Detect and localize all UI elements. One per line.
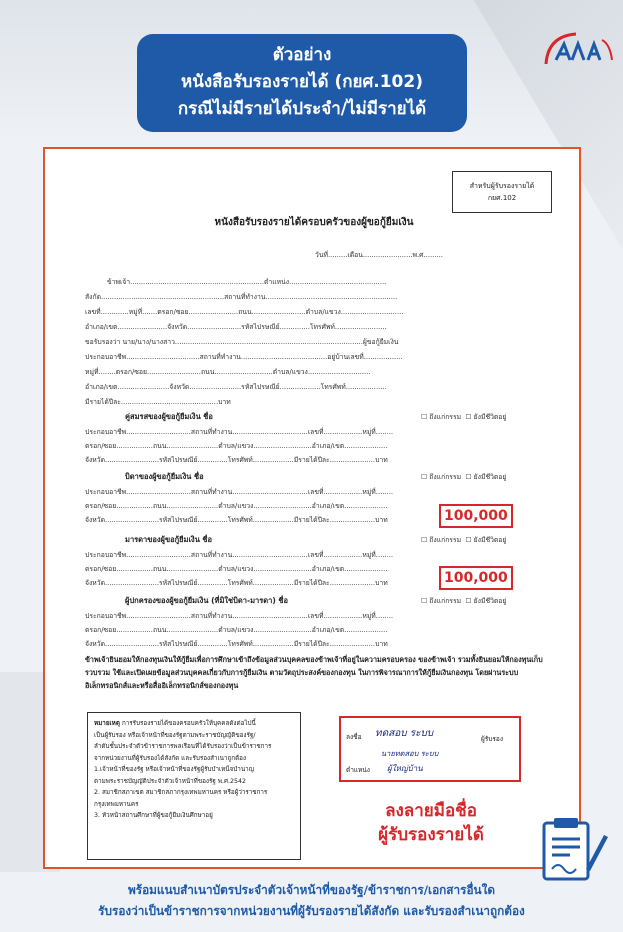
section-row: ตรอก/ซอย.................ถนน........................ตำบล/แขวง...........................อำเภอ/เขต....................: [85, 442, 388, 450]
section-mother-label: มารดาของผู้ขอกู้ยืมเงิน ชื่อ: [125, 535, 213, 544]
note-heading: หมายเหตุ: [94, 720, 120, 727]
title-banner: [137, 34, 467, 132]
sign-instruction-line: ลงลายมือชื่อ: [385, 801, 477, 821]
position-value: ผู้ใหญ่บ้าน: [387, 764, 423, 773]
note-line: ลำดับชั้นประจำตัวข้าราชการพลเรือนที่ได้รับรองว่าเป็นข้าราชการ: [94, 743, 272, 750]
status-checkboxes[interactable]: ☐ ถึงแก่กรรม ☐ ยังมีชีวิตอยู่: [421, 597, 507, 605]
certifier-name: นายทดสอบ ระบบ: [381, 749, 439, 758]
signature-box: [339, 716, 521, 782]
note-line: 2. สมาชิกสภาเขต สมาชิกสภากรุงเทพมหานคร หรือผู้ว่าราชการ: [94, 789, 268, 796]
status-alive: ยังมีชีวิตอยู่: [473, 536, 507, 544]
section-row: ประกอบอาชีพ..............................สถานที่ทำงาน...................................เลขที่..................หมู่ที่........: [85, 488, 394, 496]
section-row: ประกอบอาชีพ..............................สถานที่ทำงาน...................................เลขที่..................หมู่ที่........: [85, 612, 394, 620]
form-line: ประกอบอาชีพ..................................สถานที่ทำงาน........................................อยู่บ้านเลขที่..................: [85, 353, 403, 361]
section-spouse-label: คู่สมรสของผู้ขอกู้ยืมเงิน ชื่อ: [125, 412, 213, 421]
form-document: [43, 147, 581, 869]
note-line: ตามพระราชบัญญัติประจำตัวเจ้าหน้าที่ของรัฐ พ.ศ.2542: [94, 777, 247, 785]
sign-instruction: [331, 799, 531, 847]
form-code: กยศ.102: [487, 194, 517, 202]
section-row: ประกอบอาชีพ..............................สถานที่ทำงาน...................................เลขที่..................หมู่ที่........: [85, 551, 394, 559]
note-line: 3. หัวหน้าสถานศึกษาที่ผู้ขอกู้ยืมเงินศึกษาอยู่: [94, 812, 213, 819]
status-deceased: ถึงแก่กรรม: [429, 597, 462, 605]
footer-note: [0, 880, 623, 922]
status-deceased: ถึงแก่กรรม: [429, 473, 462, 481]
note-line: กรุงเทพมหานคร: [94, 800, 139, 808]
status-alive: ยังมีชีวิตอยู่: [473, 413, 507, 421]
consent-text: ข้าพเจ้ายินยอมให้กองทุนเงินให้กู้ยืมเพื่อการศึกษาเข้าถึงข้อมูลส่วนบุคคลของข้าพเจ้าที่อยู่ในความครอบครอง ของข้าพเจ้า รวมทั้งยินยอมให้กองทุนเก็บรวบรวม ใช้และเปิดเผยข้อมูลส่วนบุคคลเกี่ยวกับการกู้ยืมเงิน ตามวัตถุประสงค์ของกองทุน ในการพิจารณาการให้กู้ยืมเงินกองทุน โดยผ่านระบบอิเล็กทรอนิกส์และหรือสื่ออิเล็กทรอนิกส์ของกองทุน: [85, 655, 543, 690]
status-checkboxes[interactable]: ☐ ถึงแก่กรรม ☐ ยังมีชีวิตอยู่: [421, 536, 507, 544]
status-checkboxes[interactable]: ☐ ถึงแก่กรรม ☐ ยังมีชีวิตอยู่: [421, 473, 507, 481]
section-row: ประกอบอาชีพ..............................สถานที่ทำงาน...................................เลขที่..................หมู่ที่........: [85, 428, 394, 436]
father-income-highlight: 100,000: [439, 504, 513, 528]
section-row: จังหวัด.........................รหัสไปรษณีย์..............โทรศัพท์...................มีรายได้ปีละ.....................บาท: [85, 640, 388, 648]
note-line: การรับรองรายได้ของครอบครัวให้บุคคลดังต่อไปนี้: [121, 720, 256, 727]
form-line: มีรายได้ปีละ.............................................บาท: [85, 398, 231, 406]
note-box: [87, 712, 301, 860]
footer-line: พร้อมแนบสำเนาบัตรประจำตัวเจ้าหน้าที่ของรัฐ/ข้าราชการ/เอกสารอื่นใด: [127, 883, 496, 897]
form-line: ขอรับรองว่า นาย/นาง/นางสาว.......................................................................................ผู้ขอกู้ยืมเงิน: [85, 338, 399, 346]
title-line-3: กรณีไม่มีรายได้ประจำ/ไม่มีรายได้: [177, 99, 427, 119]
form-line: อำเภอ/เขต.......................จังหวัด.........................รหัสไปรษณีย์..............โทรศัพท์........................: [85, 323, 387, 331]
note-line: 1.เจ้าหน้าที่ของรัฐ หรือเจ้าหน้าที่ของรัฐผู้รับบำเหน็จบำนาญ: [94, 766, 255, 773]
certifier-label: ผู้รับรอง: [481, 735, 503, 743]
section-row: ตรอก/ซอย.................ถนน........................ตำบล/แขวง...........................อำเภอ/เขต....................: [85, 626, 388, 634]
form-code-label: สำหรับผู้รับรองรายได้: [469, 182, 535, 190]
sign-label: ลงชื่อ: [346, 733, 362, 741]
title-line-2: หนังสือรับรองรายได้ (กยศ.102): [181, 72, 423, 92]
section-row: จังหวัด.........................รหัสไปรษณีย์..............โทรศัพท์...................มีรายได้ปีละ.....................บาท: [85, 456, 388, 464]
logo: [538, 30, 616, 70]
signature: ทดสอบ ระบบ: [375, 728, 434, 739]
form-line: อำเภอ/เขต........................จังหวัด........................รหัสไปรษณีย์...................โทรศัพท์...................: [85, 383, 387, 391]
section-row: ตรอก/ซอย.................ถนน........................ตำบล/แขวง...........................อำเภอ/เขต....................: [85, 565, 388, 573]
note-line: จากหน่วยงานที่ผู้รับรองได้สังกัด และรับรองสำเนาถูกต้อง: [94, 754, 247, 762]
status-deceased: ถึงแก่กรรม: [429, 413, 462, 421]
section-guardian-label: ผู้ปกครองของผู้ขอกู้ยืมเงิน (ที่มิใช่บิดา-มารดา) ชื่อ: [125, 596, 288, 605]
form-line: ข้าพเจ้า..............................................................ตำแหน่ง.............................................: [107, 278, 387, 286]
date-line: วันที่.........เดือน.......................พ.ศ.........: [315, 251, 443, 259]
status-alive: ยังมีชีวิตอยู่: [473, 597, 507, 605]
form-line: สังกัด.........................................................สถานที่ทำงาน.............................................................: [85, 293, 398, 301]
section-row: จังหวัด.........................รหัสไปรษณีย์..............โทรศัพท์...................มีรายได้ปีละ.....................บาท: [85, 516, 388, 524]
form-title: หนังสือรับรองรายได้ครอบครัวของผู้ขอกู้ยืมเงิน: [214, 217, 414, 228]
status-checkboxes[interactable]: ☐ ถึงแก่กรรม ☐ ยังมีชีวิตอยู่: [421, 413, 507, 421]
status-alive: ยังมีชีวิตอยู่: [473, 473, 507, 481]
section-row: ตรอก/ซอย.................ถนน........................ตำบล/แขวง...........................อำเภอ/เขต....................: [85, 502, 388, 510]
mother-income-highlight: 100,000: [439, 566, 513, 590]
footer-line: รับรองว่าเป็นข้าราชการจากหน่วยงานที่ผู้รับรองรายได้สังกัด และรับรองสำเนาถูกต้อง: [98, 904, 525, 918]
form-line: หมู่ที่........ตรอก/ซอย.........................ถนน...........................ตำบล/แขวง.............................: [85, 368, 371, 376]
section-father-label: บิดาของผู้ขอกู้ยืมเงิน ชื่อ: [125, 472, 204, 481]
status-deceased: ถึงแก่กรรม: [429, 536, 462, 544]
form-line: เลขที่.............หมู่ที่.......ตรอก/ซอย.......................ถนน.........................ตำบล/แขวง.............................: [85, 308, 404, 316]
title-line-1: ตัวอย่าง: [272, 45, 332, 65]
sign-instruction-line: ผู้รับรองรายได้: [378, 825, 484, 845]
form-code-box: [452, 171, 552, 213]
note-line: เป็นผู้รับรอง หรือเจ้าหน้าที่ของรัฐตามพระราชบัญญัติของรัฐ/: [94, 731, 256, 739]
document-signing-icon: [540, 815, 610, 887]
section-row: จังหวัด.........................รหัสไปรษณีย์..............โทรศัพท์...................มีรายได้ปีละ.....................บาท: [85, 579, 388, 587]
position-label: ตำแหน่ง: [346, 766, 370, 774]
